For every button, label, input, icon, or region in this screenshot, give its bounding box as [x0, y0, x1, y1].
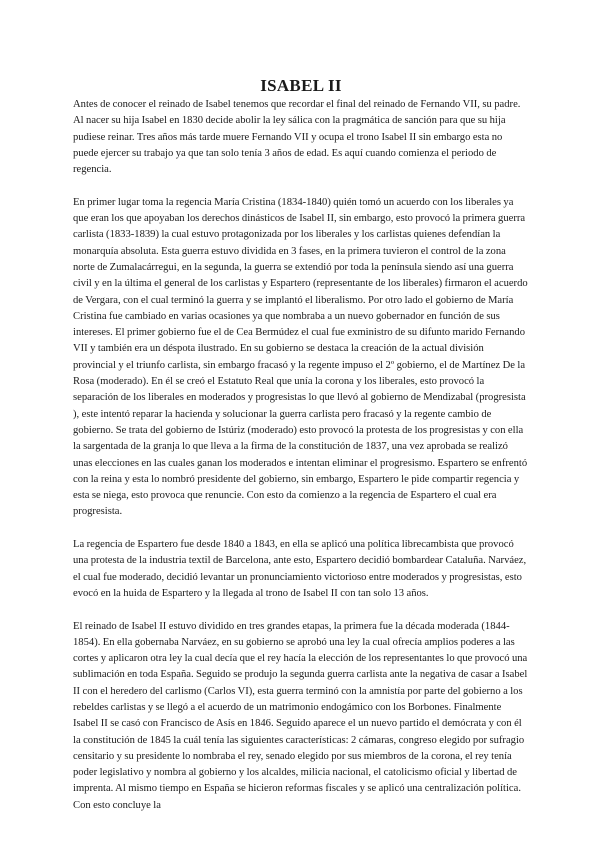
document-page — [73, 76, 529, 830]
paragraph-reinado: El reinado de Isabel II estuvo dividido en tres grandes etapas, la primera fue la década moderada (1844-1854). En ella gobernaba Narváez, en su gobierno se aprobó una ley la cual ofrecía amplios poderes a las cortes y aplicaron otra ley la cual decía que el rey hacía la elección de los representantes lo que provocó una sublimación en toda España. Seguido se produjo la segunda guerra carlista ante la negativa de casar a Isabel II con el heredero del carlismo (Carlos VI), esta guerra terminó con la amnistía por parte del gobierno a los rebeldes carlistas y se llegó a el acuerdo de un matrimonio endogámico con los Borbones. Finalmente Isabel II se casó con Francisco de Asís en 1846. Seguido aparece el un nuevo partido el demócrata y con él la constitución de 1845 la cuál tenía las siguientes características: 2 cámaras, congreso elegido por sufragio censitario y su presidente lo nombraba el rey, senado elegido por sus miembros de la corona, el rey tenía poder legislativo y nombra al gobierno y los alcaldes, milicia nacional, el catolicismo oficial y libertad de imprenta. Al mismo tiempo en España se hicieron reformas fiscales y se aplicó una centralización política. Con esto concluye la — [73, 620, 528, 811]
document-title: ISABEL II — [260, 76, 342, 95]
paragraph-espartero: La regencia de Espartero fue desde 1840 a 1843, en ella se aplicó una política librecambista que provocó una protesta de la industria textil de Barcelona, ante esto, Espartero decidió bombardear Cataluña. Narváez, el cual fue moderado, decidió levantar un pronunciamiento victorioso entre moderados y progresistas, esto evocó en la huida de Espartero y la llegada al trono de Isabel II con tan solo 13 años. — [73, 539, 527, 599]
paragraph-intro: Antes de conocer el reinado de Isabel tenemos que recordar el final del reinado de Fernando VII, su padre. Al nacer su hija Isabel en 1830 decide abolir la ley sálica con la pragmática de sanción para que su hija pudiese reinar. Tres años más tarde muere Fernando VII y ocupa el trono Isabel II sin embargo esta no puede ejercer su trabajo ya que tan solo tenía 3 años de edad. Es aquí cuando comienza el periodo de regencia. — [73, 99, 521, 176]
paragraph-maria-cristina: En primer lugar toma la regencia María Cristina (1834-1840) quién tomó un acuerdo con los liberales ya que eran los que apoyaban los derechos dinásticos de Isabel II, sin embargo, esto provocó la primera guerra carlista (1833-1839) la cual estuvo protagonizada por los liberales y los carlistas quienes defendían la monarquía absoluta. Esta guerra estuvo dividida en 3 fases, en la primera tuvieron el control de la zona norte de Zumalacárregui, en la segunda, la guerra se extendió por toda la península siendo así una guerra civil y en la última el general de los carlistas y Espartero (representante de los liberales) firmaron el acuerdo de Vergara, con el cual terminó la guerra y se implantó el liberalismo. Por otro lado el gobierno de María Cristina fue cambiado en varias ocasiones ya que nombraba a un nuevo gobernador en función de sus intereses. El primer gobierno fue el de Cea Bermúdez el cual fue exministro de su difunto marido Fernando VII y también era un déspota ilustrado. En su gobierno se destaca la creación de la actual división provincial y el triunfo carlista, sin embargo fracasó y la regente impuso el 2º gobierno, el de Martínez De la Rosa (moderado). En él se creó el Estatuto Real que unía la corona y los liberales, esto provocó la separación de los liberales en moderados y progresistas lo que llevó al gobierno de Mendizabal (progresista ), este intentó reparar la hacienda y solucionar la guerra carlista pero fracasó y la regente cambio de gobierno. Se trata del gobierno de Istúriz (moderado) esto provocó la protesta de los progresistas y con ella la sargentada de la granja lo que lleva a la firma de la constitución de 1837, una vez aprobada se realizó unas elecciones en las cuales ganan los moderados e intentan eliminar el progresismo. Espartero se enfrentó con la reina y esta lo nombró presidente del gobierno, sin embargo, Espartero le pide compartir regencia y esta se niega, esto provoca que renuncie. Con esto da comienzo a la regencia de Espartero el cual era progresista. — [73, 196, 528, 518]
